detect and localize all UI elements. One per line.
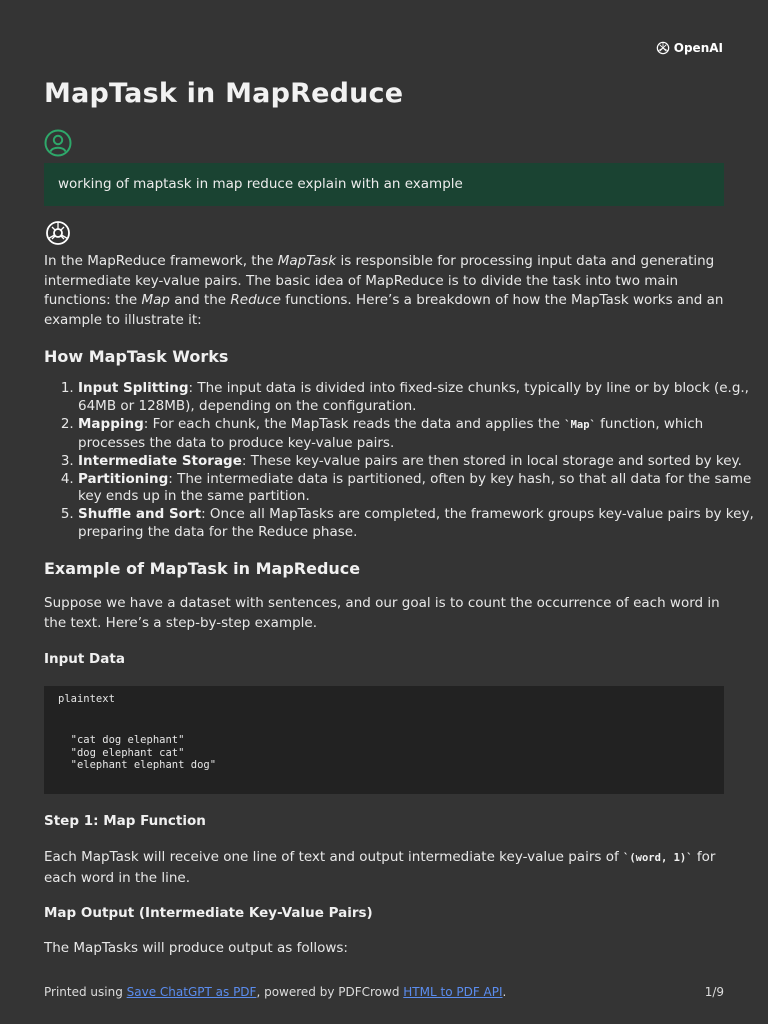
openai-logo-icon bbox=[655, 40, 671, 56]
list-item: 1. Input Splitting: The input data is divided into fixed-size chunks, typically by line or by block (e.g., 64MB or 128MB), depending on the configuration. bbox=[78, 380, 758, 416]
example-heading: Example of MapTask in MapReduce bbox=[44, 559, 361, 578]
map-output-heading: Map Output (Intermediate Key-Value Pairs) bbox=[44, 905, 373, 921]
list-item: 4. Partitioning: The intermediate data is partitioned, often by key hash, so that all data for the same key ends up in the same partition. bbox=[78, 471, 758, 507]
save-chatgpt-link[interactable]: Save ChatGPT as PDF bbox=[126, 985, 257, 999]
map-emphasis: Map bbox=[141, 292, 170, 309]
code-language-label: plaintext bbox=[58, 693, 115, 705]
html-to-pdf-link[interactable]: HTML to PDF API bbox=[403, 985, 503, 999]
brand-name: OpenAI bbox=[673, 41, 723, 55]
step1-paragraph: Each MapTask will receive one line of text and output intermediate key-value pairs of `(word, 1)` for each word in the line. bbox=[44, 849, 716, 886]
list-item: 5. Shuffle and Sort: Once all MapTasks are completed, the framework groups key-value pairs by key, preparing the data for the Reduce phase. bbox=[78, 506, 758, 542]
list-item: 2. Mapping: For each chunk, the MapTask reads the data and applies the `Map` function, which processes the data to produce key-value pairs. bbox=[78, 416, 758, 453]
user-avatar-icon bbox=[44, 129, 72, 157]
page-number: 1/9 bbox=[704, 985, 724, 999]
example-paragraph: Suppose we have a dataset with sentences, and our goal is to count the occurrence of each word in the text. Here’s a step-by-step example. bbox=[44, 595, 720, 631]
user-prompt: working of maptask in map reduce explain with an example bbox=[44, 163, 724, 206]
how-maptask-works-heading: How MapTask Works bbox=[44, 347, 229, 366]
reduce-emphasis: Reduce bbox=[230, 292, 281, 309]
page-title: MapTask in MapReduce bbox=[44, 78, 404, 109]
chatgpt-icon bbox=[44, 219, 72, 247]
list-item: 3. Intermediate Storage: These key-value pairs are then stored in local storage and sorted by key. bbox=[78, 453, 758, 471]
maptask-emphasis: MapTask bbox=[277, 253, 337, 269]
footer: Printed using Save ChatGPT as PDF, powered by PDFCrowd HTML to PDF API. 1/9 bbox=[44, 985, 724, 999]
code-content: "cat dog elephant" "dog elephant cat" "elephant elephant dog" bbox=[70, 734, 217, 771]
code-block[interactable] bbox=[44, 686, 724, 794]
inline-code: `(word, 1)` bbox=[623, 852, 693, 864]
intro-paragraph: In the MapReduce framework, the MapTask is responsible for processing input data and generating intermediate key-value pairs. The basic idea of MapReduce is to divide the task into two main functions: the Map and the Reduce functions. Here’s a breakdown of how the MapTask works and an example to illustrate it: bbox=[44, 253, 724, 328]
step1-heading: Step 1: Map Function bbox=[44, 813, 206, 829]
steps-list bbox=[44, 380, 758, 542]
inline-code: `Map` bbox=[564, 418, 596, 431]
map-output-paragraph: The MapTasks will produce output as follows: bbox=[44, 940, 348, 956]
input-data-heading: Input Data bbox=[44, 651, 125, 667]
openai-brand bbox=[655, 40, 723, 56]
